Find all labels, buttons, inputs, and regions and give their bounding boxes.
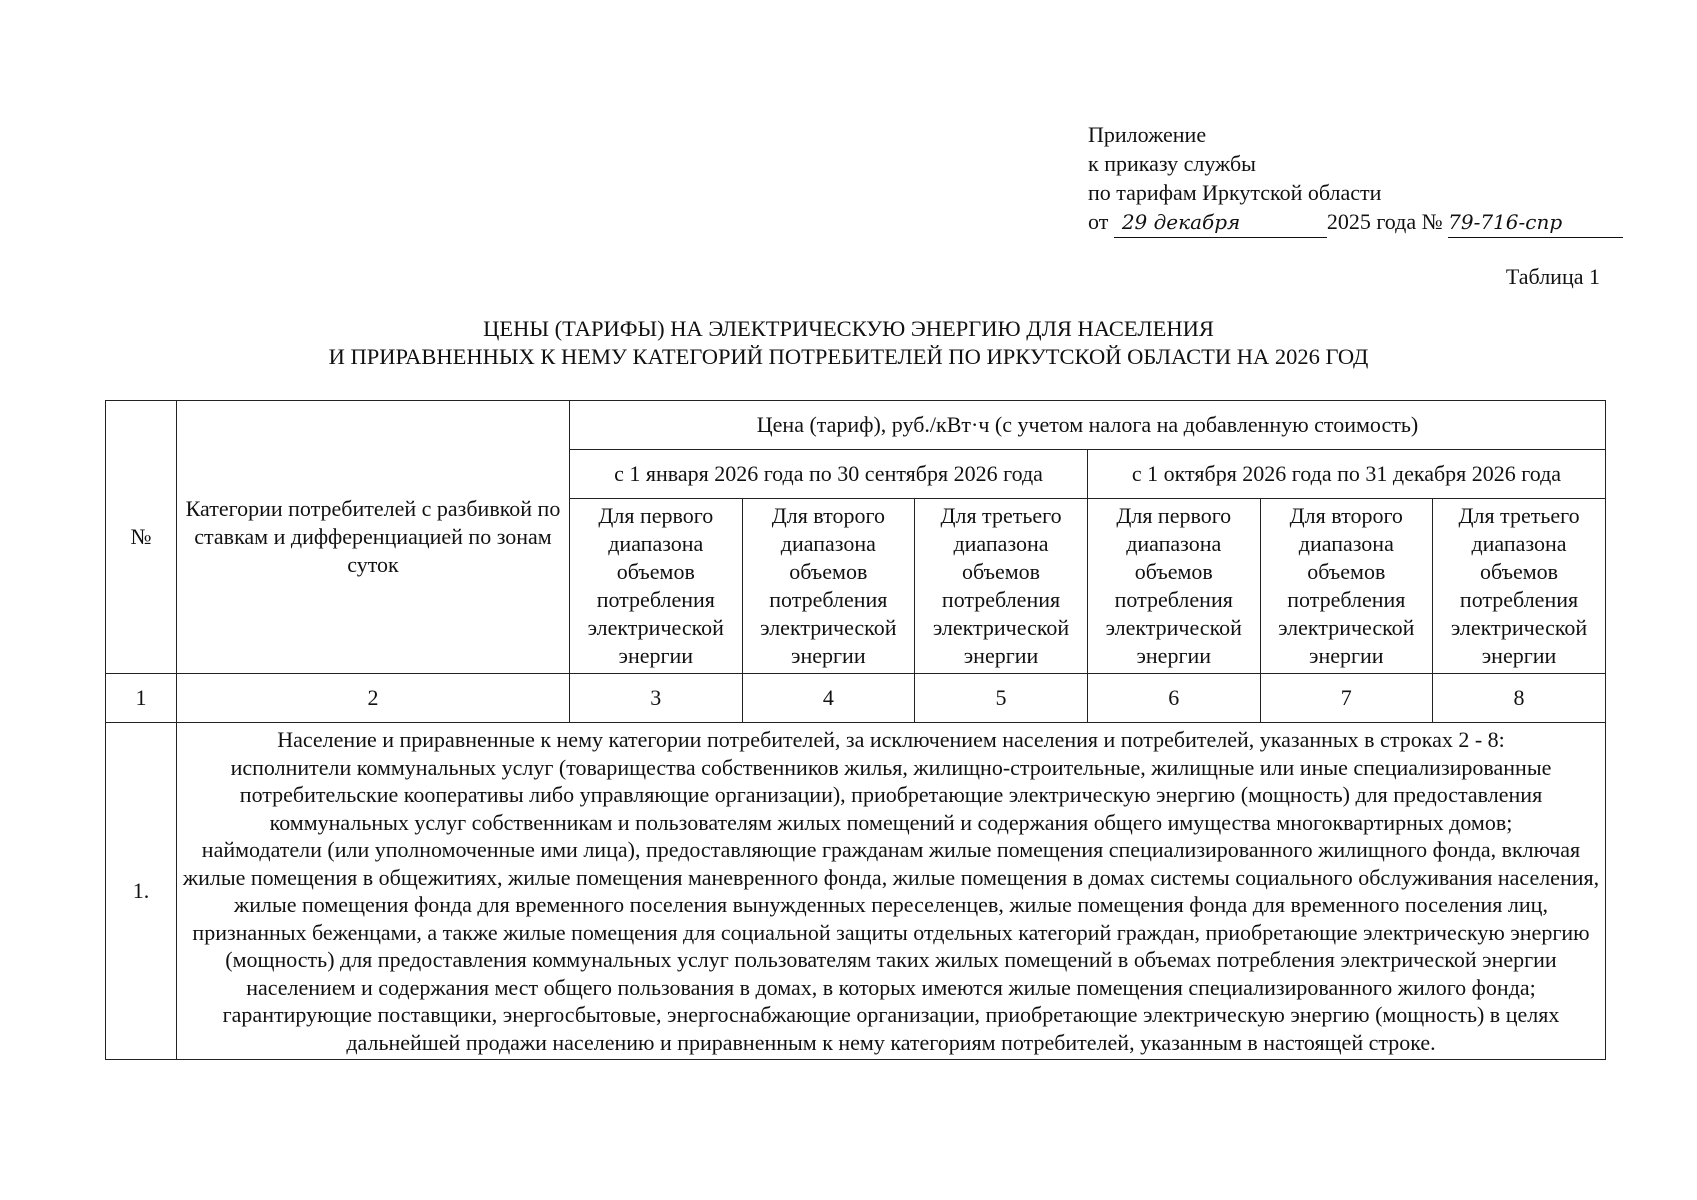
description-paragraph: гарантирующие поставщики, энергосбытовые, энергоснабжающие организации, приобретающие электрическую энергию (мощность) в целях дальнейшей продажи населению и приравненным к нему категориям потребителей, указанным в настоящей строке. bbox=[222, 1002, 1560, 1055]
table-row bbox=[106, 723, 1606, 1060]
header-range: Для второго диапазона объемов потребления электрической энергии bbox=[742, 499, 915, 674]
header-period-1: с 1 января 2026 года по 30 сентября 2026 года bbox=[570, 450, 1088, 499]
table-label: Таблица 1 bbox=[1505, 264, 1600, 289]
handwritten-order-number: 79-716-спр bbox=[1448, 208, 1623, 238]
attachment-block bbox=[1088, 120, 1623, 238]
attachment-line-2: к приказу службы bbox=[1088, 151, 1256, 176]
tariff-table bbox=[105, 400, 1606, 1060]
column-index-row bbox=[106, 674, 1606, 723]
description-paragraph: наймодатели (или уполномоченные ими лица), предоставляющие гражданам жилые помещения специализированного жилищного фонда, включая жилые помещения в общежитиях, жилые помещения маневренного фонда, жилые помещения в домах системы социального обслуживания населения, жилые помещения фонда для временного поселения вынужденных переселенцев, жилые помещения фонда для временного поселения лиц, признанных беженцами, а также жилые помещения для социальной защиты отдельных категорий граждан, приобретающие электрическую энергию (мощность) для предоставления коммунальных услуг пользователям таких жилых помещений в объемах потребления электрической энергии населением и содержания мест общего пользования в домах, в которых имеются жилые помещения специализированного жилого фонда; bbox=[182, 837, 1600, 1000]
column-index: 8 bbox=[1433, 674, 1606, 723]
attachment-line-1: Приложение bbox=[1088, 122, 1207, 147]
from-prefix: от bbox=[1088, 209, 1109, 234]
year-text: 2025 года № bbox=[1326, 209, 1443, 234]
description-paragraph: Население и приравненные к нему категории потребителей, за исключением населения и потребителей, указанных в строках 2 - 8: bbox=[277, 727, 1505, 752]
row-number: 1. bbox=[106, 723, 177, 1060]
document-title bbox=[0, 315, 1697, 371]
header-range: Для первого диапазона объемов потребления электрической энергии bbox=[1087, 499, 1260, 674]
column-index: 1 bbox=[106, 674, 177, 723]
column-index: 4 bbox=[742, 674, 915, 723]
column-index: 6 bbox=[1087, 674, 1260, 723]
attachment-line-3: по тарифам Иркутской области bbox=[1088, 180, 1382, 205]
header-range: Для третьего диапазона объемов потребления электрической энергии bbox=[1433, 499, 1606, 674]
header-category: Категории потребителей с разбивкой по ставкам и дифференциацией по зонам суток bbox=[177, 401, 570, 674]
row-description bbox=[177, 723, 1606, 1060]
column-index: 2 bbox=[177, 674, 570, 723]
column-index: 3 bbox=[570, 674, 743, 723]
title-line-2: И ПРИРАВНЕННЫХ К НЕМУ КАТЕГОРИЙ ПОТРЕБИТЕЛЕЙ ПО ИРКУТСКОЙ ОБЛАСТИ НА 2026 ГОД bbox=[328, 344, 1369, 369]
header-price: Цена (тариф), руб./кВт·ч (с учетом налога на добавленную стоимость) bbox=[570, 401, 1606, 450]
description-paragraph: исполнители коммунальных услуг (товарищества собственников жилья, жилищно-строительные, жилищные или иные специализированные потребительские кооперативы либо управляющие организации), приобретающие электрическую энергию (мощность) для предоставления коммунальных услуг собственникам и пользователям жилых помещений и содержания общего имущества многоквартирных домов; bbox=[230, 754, 1552, 835]
header-range: Для третьего диапазона объемов потребления электрической энергии bbox=[915, 499, 1088, 674]
handwritten-date: 29 декабря bbox=[1114, 208, 1327, 238]
column-index: 5 bbox=[915, 674, 1088, 723]
header-period-2: с 1 октября 2026 года по 31 декабря 2026 года bbox=[1087, 450, 1605, 499]
title-line-1: ЦЕНЫ (ТАРИФЫ) НА ЭЛЕКТРИЧЕСКУЮ ЭНЕРГИЮ ДЛЯ НАСЕЛЕНИЯ bbox=[483, 316, 1214, 341]
header-num: № bbox=[106, 401, 177, 674]
header-row-price bbox=[106, 401, 1606, 450]
attachment-line-date bbox=[1088, 207, 1623, 238]
header-range: Для второго диапазона объемов потребления электрической энергии bbox=[1260, 499, 1433, 674]
column-index: 7 bbox=[1260, 674, 1433, 723]
header-range: Для первого диапазона объемов потребления электрической энергии bbox=[570, 499, 743, 674]
